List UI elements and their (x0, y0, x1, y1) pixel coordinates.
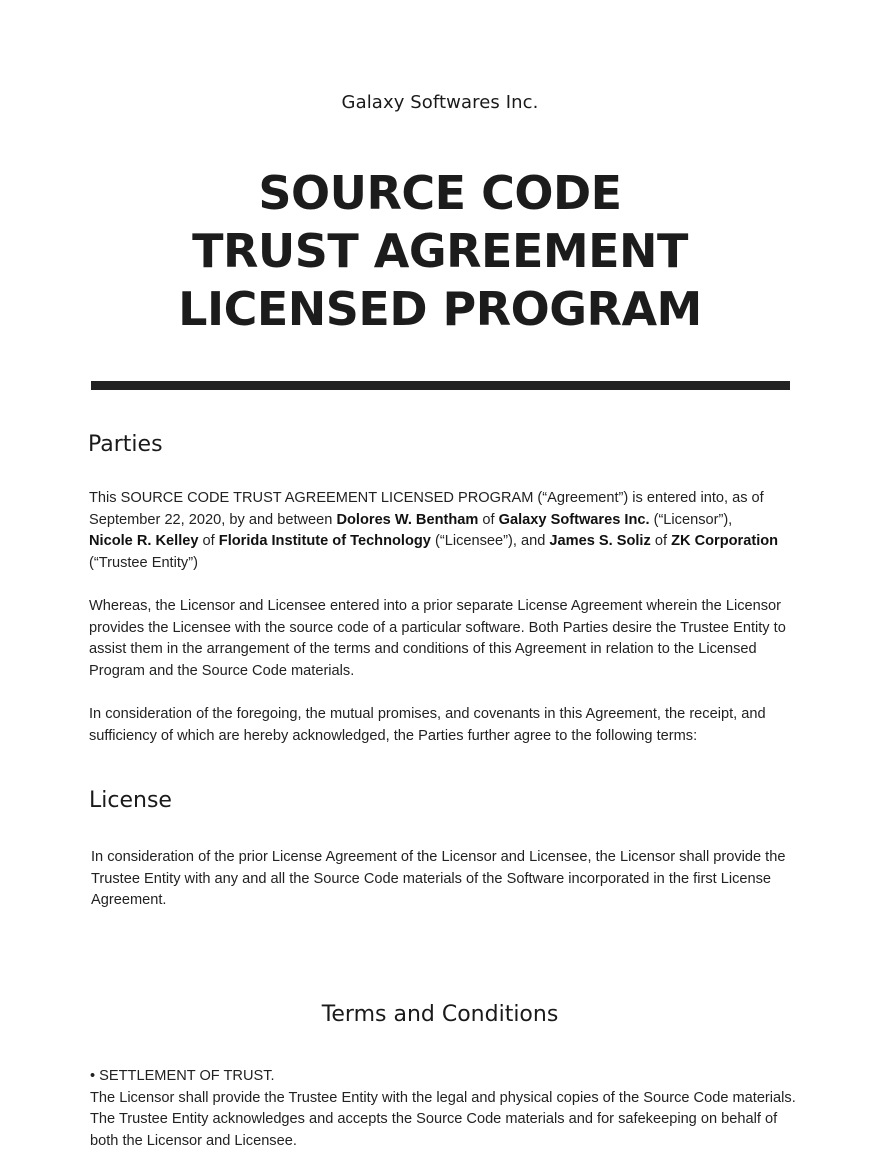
terms-item-1 (90, 1066, 795, 1152)
paragraph-line (89, 510, 794, 532)
paragraph-line: This SOURCE CODE TRUST AGREEMENT LICENSED PROGRAM (“Agreement”) is entered into, as of (89, 490, 764, 506)
paragraph-line: The Trustee Entity acknowledges and accepts the Source Code materials and for safekeeping on behalf of (90, 1111, 778, 1128)
document-title (0, 164, 880, 338)
title-line-2: TRUST AGREEMENT (192, 224, 688, 278)
licensee-company: Florida Institute of Technology (218, 533, 431, 550)
paragraph-line: The Licensor shall provide the Trustee Entity with the legal and physical copies of the Source Code materials. (90, 1089, 796, 1106)
parties-paragraph-1 (89, 488, 794, 574)
license-heading: License (89, 788, 172, 813)
paragraph-line: Agreement. (91, 892, 167, 909)
terms-item-title: • SETTLEMENT OF TRUST. (90, 1068, 275, 1084)
license-paragraph (91, 847, 796, 912)
paragraph-line: Trustee Entity with any and all the Source Code materials of the Software incorporated in the first License (91, 870, 772, 887)
parties-paragraph-3 (89, 704, 794, 747)
text-span: (“Licensee”), and (430, 533, 550, 550)
trustee-company: ZK Corporation (671, 533, 779, 550)
licensee-name: Nicole R. Kelley (89, 533, 199, 550)
paragraph-line: both the Licensor and Licensee. (90, 1132, 297, 1149)
parties-paragraph-2 (89, 596, 794, 682)
title-divider (91, 381, 790, 390)
paragraph-line: assist them in the arrangement of the terms and conditions of this Agreement in relation to the Licensed (89, 641, 757, 658)
paragraph-line: sufficiency of which are hereby acknowledged, the Parties further agree to the following terms: (89, 727, 698, 744)
terms-heading: Terms and Conditions (321, 1002, 559, 1027)
text-span: of (478, 511, 499, 528)
text-span: (“Licensor”), (649, 511, 733, 528)
title-line-1: SOURCE CODE (258, 166, 622, 220)
trustee-name: James S. Soliz (549, 533, 651, 550)
paragraph-line: provides the Licensee with the source code of a particular software. Both Parties desire the Trustee Entity to (89, 619, 786, 636)
parties-heading: Parties (88, 432, 163, 457)
licensor-company: Galaxy Softwares Inc. (498, 511, 650, 528)
paragraph-line (89, 531, 794, 553)
paragraph-line: Whereas, the Licensor and Licensee entered into a prior separate License Agreement wherein the Licensor (89, 598, 781, 614)
text-span: September 22, 2020, by and between (89, 511, 337, 528)
paragraph-line: In consideration of the prior License Agreement of the Licensor and Licensee, the Licensor shall provide the (91, 849, 786, 865)
company-name: Galaxy Softwares Inc. (341, 92, 539, 113)
paragraph-line: Program and the Source Code materials. (89, 662, 355, 679)
paragraph-line: (“Trustee Entity”) (89, 554, 198, 571)
text-span: of (650, 533, 672, 550)
text-span: of (198, 533, 219, 550)
title-line-3: LICENSED PROGRAM (178, 282, 702, 336)
paragraph-line: In consideration of the foregoing, the mutual promises, and covenants in this Agreement, the receipt, and (89, 706, 766, 722)
licensor-name: Dolores W. Bentham (336, 511, 479, 528)
